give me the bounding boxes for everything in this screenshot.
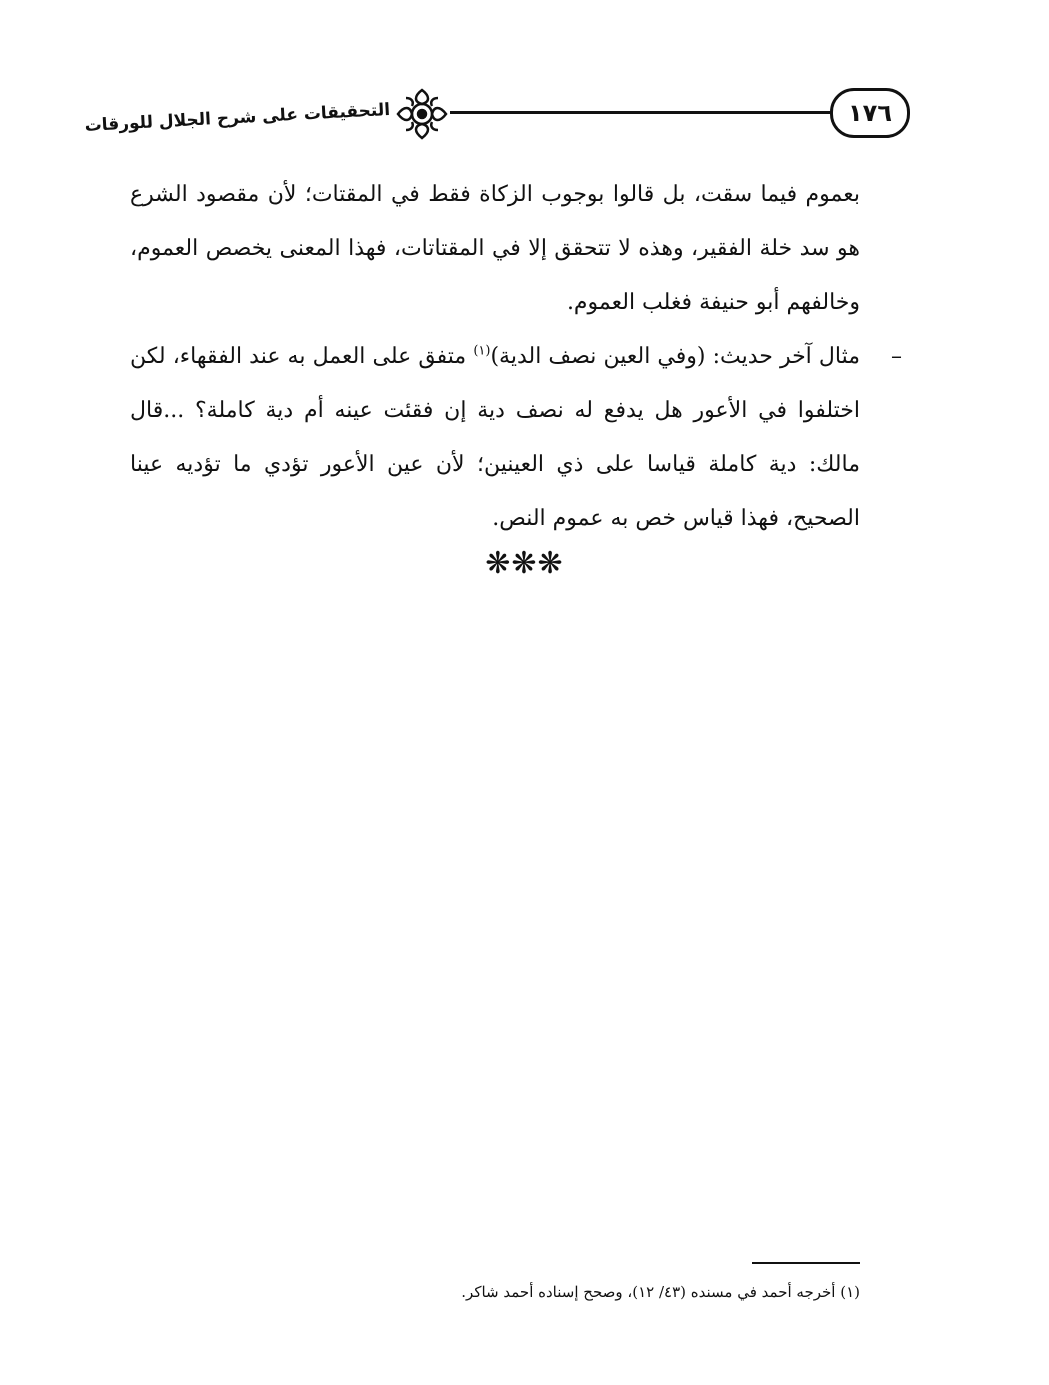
header-rule: [450, 111, 832, 114]
main-text: [130, 168, 902, 546]
list-item: [130, 330, 902, 546]
list-item-text-start: مثال آخر حديث: (وفي العين نصف الدية): [490, 344, 861, 369]
page-number: ١٧٦: [848, 99, 892, 127]
page-header: [84, 78, 910, 148]
footnote: (١) أخرجه أحمد في مسنده (٤٣/ ١٢)، وصحح إسناده أحمد شاكر.: [461, 1283, 860, 1301]
list-item-text-end: متفق على العمل به عند الفقهاء، لكن اختلفوا في الأعور هل يدفع له نصف دية إن فقئت عينه أم دية كاملة؟ ...قال مالك: دية كاملة قياسا على ذي العينين؛ لأن عين الأعور تؤدي ما تؤديه عينا الصحيح، فهذا قياس خص به عموم النص.: [130, 344, 860, 531]
running-title: التحقيقات على شرح الجلال للورقات: [84, 100, 391, 136]
footnote-reference: (١): [473, 343, 491, 359]
paragraph: بعموم فيما سقت، بل قالوا بوجوب الزكاة فقط في المقتات؛ لأن مقصود الشرع هو سد خلة الفقير، وهذه لا تتحقق إلا في المقتاتات، فهذا المعنى يخصص العموم، وخالفهم أبو حنيفة فغلب العموم.: [130, 182, 860, 315]
section-separator: ❋❋❋: [485, 546, 564, 581]
floral-ornament-icon: [392, 86, 452, 142]
footnote-rule: [752, 1262, 860, 1264]
bullet-dash: –: [891, 344, 902, 369]
page-number-badge: [830, 88, 910, 138]
